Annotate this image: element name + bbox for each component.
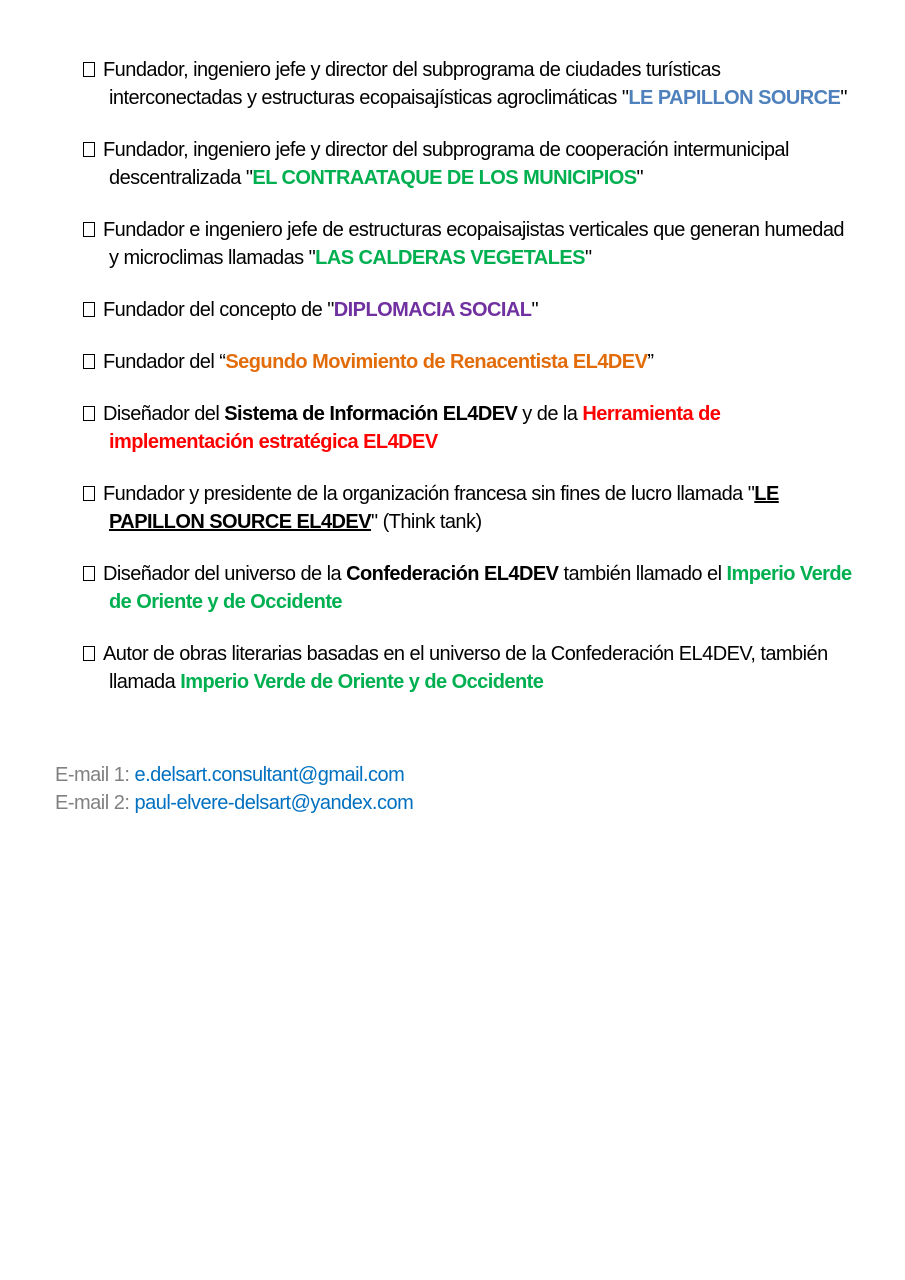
item-text: y de la <box>517 403 583 425</box>
highlighted-text: LE PAPILLON SOURCE <box>628 87 841 109</box>
checkbox-bullet-icon <box>83 222 95 237</box>
item-text: también llamado el <box>558 563 727 585</box>
checkbox-bullet-icon <box>83 566 95 581</box>
list-item <box>83 348 853 376</box>
item-text: Fundador del “ <box>103 351 226 373</box>
highlighted-text: Confederación EL4DEV <box>346 563 559 585</box>
checkbox-bullet-icon <box>83 646 95 661</box>
item-text: Fundador, ingeniero jefe y director del subprograma de ciudades turísticas interconectadas y estructuras ecopaisajísticas agroclimáticas " <box>103 59 721 109</box>
highlighted-text: Imperio Verde de Oriente y de Occidente <box>109 563 852 613</box>
list-item <box>83 56 853 112</box>
checkbox-bullet-icon <box>83 142 95 157</box>
list-item <box>83 560 853 616</box>
item-text: Autor de obras literarias basadas en el universo de la Confederación EL4DEV, también llamada <box>103 643 828 693</box>
item-text: " <box>840 87 847 109</box>
list-item <box>83 480 853 536</box>
list-item <box>83 640 853 696</box>
email-line-2 <box>55 789 413 817</box>
list-item <box>83 400 853 456</box>
email-label: E-mail 1: <box>55 764 135 786</box>
item-text: Fundador, ingeniero jefe y director del subprograma de cooperación intermunicipal descentralizada " <box>103 139 789 189</box>
highlighted-text: Imperio Verde de Oriente y de Occidente <box>180 671 544 693</box>
highlighted-text: Sistema de Información EL4DEV <box>224 403 518 425</box>
checkbox-bullet-icon <box>83 62 95 77</box>
item-text: ” <box>647 351 654 373</box>
item-text: Fundador y presidente de la organización francesa sin fines de lucro llamada " <box>103 483 755 505</box>
highlighted-text: EL CONTRAATAQUE DE LOS MUNICIPIOS <box>252 167 637 189</box>
email-link[interactable]: e.delsart.consultant@gmail.com <box>134 764 405 786</box>
email-label: E-mail 2: <box>55 792 135 814</box>
item-text: " (Think tank) <box>371 511 482 533</box>
checkbox-bullet-icon <box>83 354 95 369</box>
item-text: " <box>584 247 592 269</box>
highlighted-text: DIPLOMACIA SOCIAL <box>333 299 532 321</box>
item-text: Diseñador del <box>103 403 225 425</box>
highlighted-text: LAS CALDERAS VEGETALES <box>315 247 585 269</box>
item-text: " <box>531 299 538 321</box>
highlighted-text: LE PAPILLON SOURCE EL4DEV <box>109 483 779 533</box>
list-item <box>83 296 853 324</box>
item-text: Fundador del concepto de " <box>103 299 334 321</box>
checkbox-bullet-icon <box>83 302 95 317</box>
item-text: Fundador e ingeniero jefe de estructuras ecopaisajistas verticales que generan humedad y microclimas llamadas " <box>103 219 844 269</box>
highlighted-text: Herramienta de implementación estratégica EL4DEV <box>109 403 721 453</box>
email-link[interactable]: paul-elvere-delsart@yandex.com <box>134 792 414 814</box>
item-text: Diseñador del universo de la <box>103 563 347 585</box>
list-item <box>83 216 853 272</box>
highlighted-text: Segundo Movimiento de Renacentista EL4DEV <box>225 351 648 373</box>
contact-emails <box>55 761 413 817</box>
email-line-1 <box>55 761 413 789</box>
achievements-list <box>83 56 853 720</box>
list-item <box>83 136 853 192</box>
item-text: " <box>636 167 644 189</box>
checkbox-bullet-icon <box>83 406 95 421</box>
checkbox-bullet-icon <box>83 486 95 501</box>
